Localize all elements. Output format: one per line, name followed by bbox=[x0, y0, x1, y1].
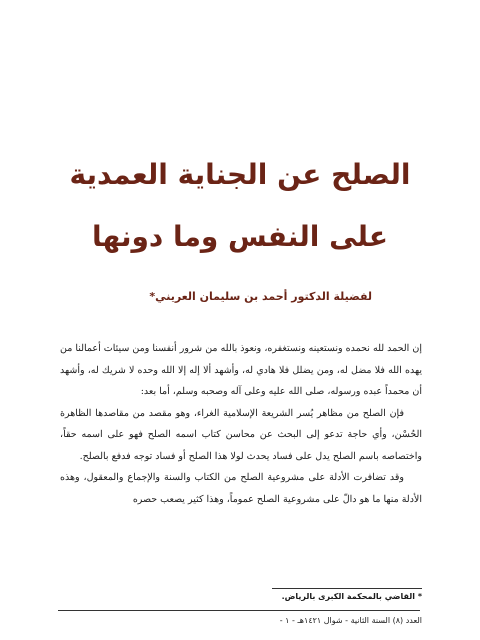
author-line: لفضيلة الدكتور أحمد بن سليمان العريني* bbox=[149, 290, 372, 303]
article-title-line-1: الصلح عن الجناية العمدية bbox=[69, 158, 411, 191]
article-body bbox=[60, 338, 422, 510]
footnote-separator bbox=[272, 588, 422, 589]
article-title-line-2: على النفس وما دونها bbox=[92, 220, 388, 253]
paragraph-2: فإن الصلح من مظاهر يُسر الشريعة الإسلامية الغراء، وهو مقصد من مقاصدها الظاهرة الحُسْن، وأي حاجة تدعو إلى البحث عن محاسن كتاب اسمه الصلح فهو على اسمه حقاً، واختصاصه باسم الصلح يدل على فساد يحدث لولا هذا الصلح أو فساد توجه فدفع بالصلح. bbox=[60, 407, 422, 462]
paragraph-3: وقد تضافرت الأدلة على مشروعية الصلح من الكتاب والسنة والإجماع والمعقول، وهذه الأدلة منها ما هو دالّ على مشروعية الصلح عموماً، وهذا كثير يصعب حصره bbox=[60, 472, 422, 505]
footer-rule bbox=[58, 610, 420, 611]
footnote: * القاضي بالمحكمة الكبرى بالرياض. bbox=[281, 592, 422, 601]
paragraph-1: إن الحمد لله نحمده ونستعينه ونستغفره، ونعوذ بالله من شرور أنفسنا ومن سيئات أعمالنا من يهده الله فلا مضل له، ومن يضلل فلا هادي له، وأشهد ألا إله إلا الله وحده لا شريك له، وأشهد أن محمداً عبده ورسوله، صلى الله عليه وعلى آله وصحبه وسلم، أما بعد: bbox=[60, 343, 422, 397]
running-footer: العدد (٨) السنة الثانية - شوال ١٤٢١هـ - ١ - bbox=[279, 616, 422, 625]
